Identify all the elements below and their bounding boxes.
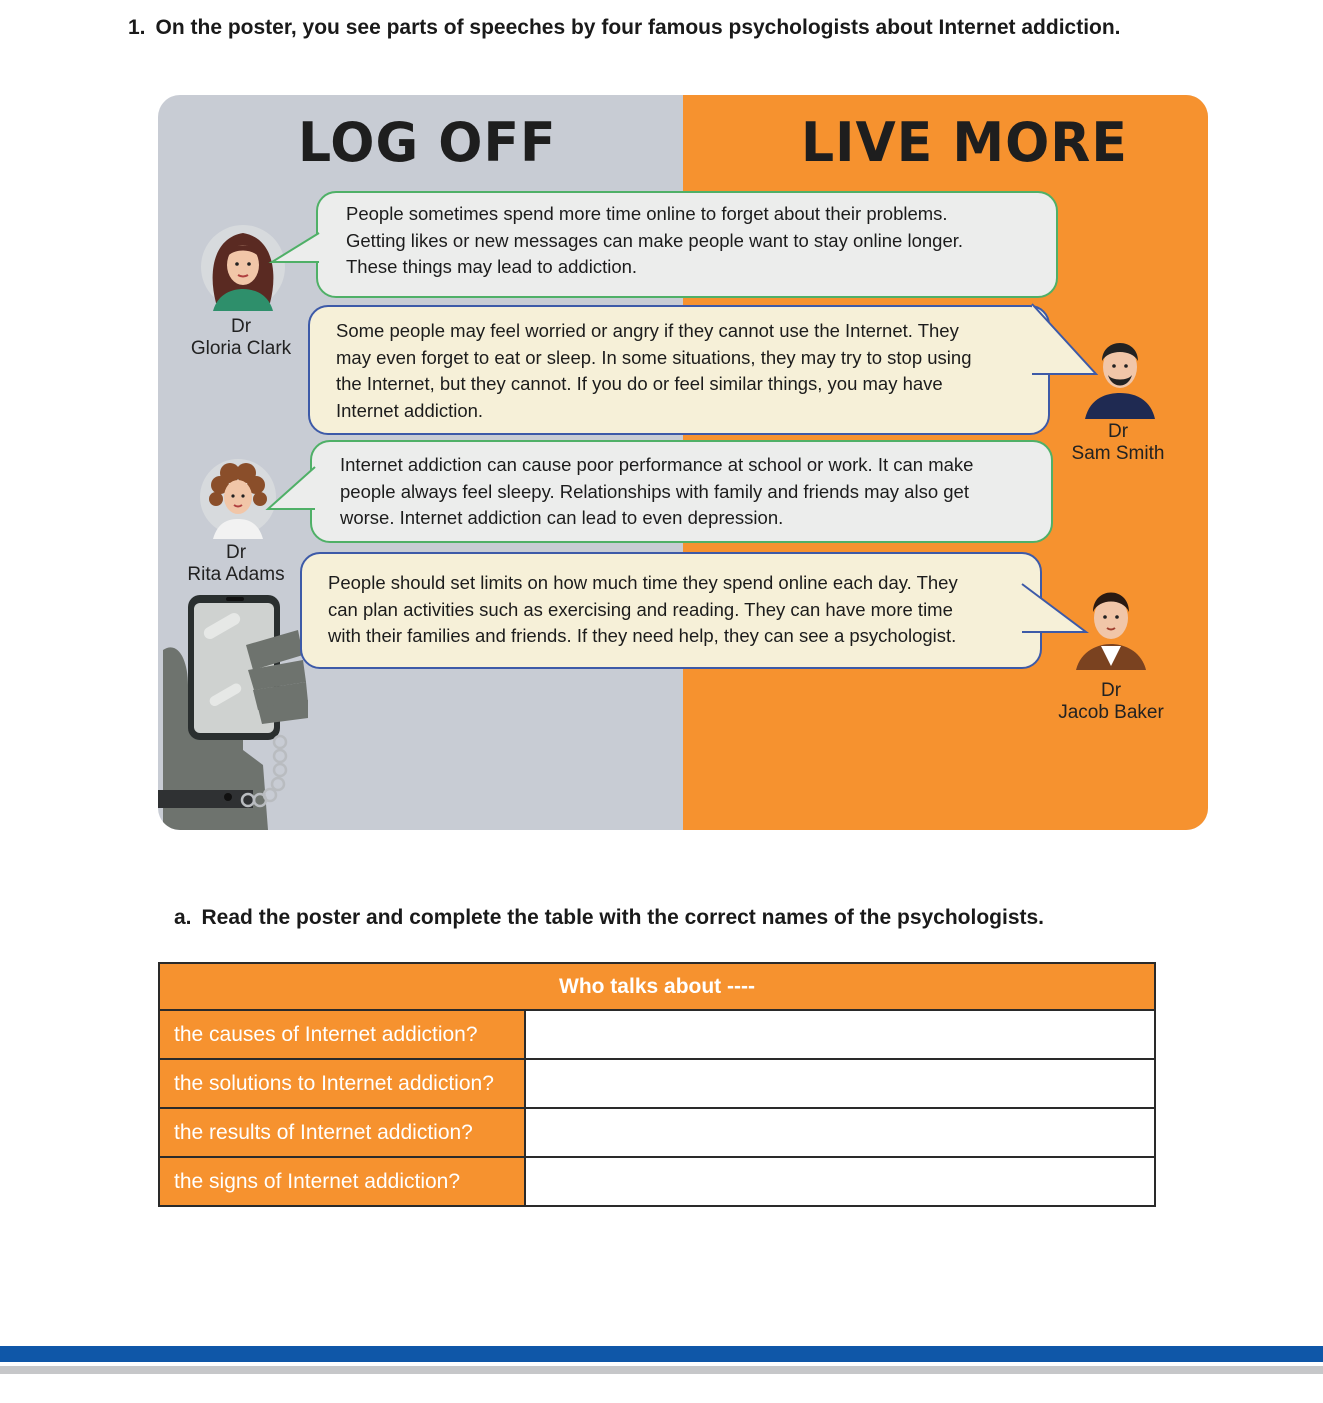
table-question-cell: the solutions to Internet addiction?	[159, 1059, 525, 1108]
sam-smith-label	[1058, 421, 1178, 465]
table-row	[159, 1010, 1155, 1059]
table-answer-cell[interactable]	[525, 1059, 1155, 1108]
gloria-clark-title: Dr	[230, 316, 252, 337]
speech-bubble-jacob-baker	[300, 552, 1042, 669]
table-row	[159, 1059, 1155, 1108]
table-question-cell: the results of Internet addiction?	[159, 1108, 525, 1157]
phone-in-hand-icon	[158, 590, 318, 830]
table-row	[159, 1157, 1155, 1206]
task-letter: a.	[174, 906, 192, 929]
table-header: Who talks about ----	[159, 963, 1155, 1010]
task-instruction	[174, 906, 1044, 930]
poster-title-log-off: LOG OFF	[298, 111, 557, 175]
footer-blue-band	[0, 1346, 1323, 1362]
table-answer-cell[interactable]	[525, 1157, 1155, 1206]
table-question-cell: the causes of Internet addiction?	[159, 1010, 525, 1059]
sam-smith-title: Dr	[1107, 421, 1129, 442]
speech-bubble-sam-smith	[308, 305, 1050, 435]
table-question-cell: the signs of Internet addiction?	[159, 1157, 525, 1206]
table-row	[159, 1108, 1155, 1157]
rita-adams-title: Dr	[225, 542, 247, 563]
question-number: 1.	[128, 16, 146, 39]
rita-adams-label	[176, 542, 296, 586]
table-header-row	[159, 963, 1155, 1010]
question-heading	[128, 16, 1121, 40]
speech-line: Getting likes or new messages can make people want to stay online longer.	[346, 229, 964, 251]
bubble-tail-sam	[1030, 300, 1100, 380]
speech-line: These things may lead to addiction.	[346, 256, 638, 277]
gloria-clark-name: Gloria Clark	[190, 338, 292, 359]
gloria-clark-label	[178, 316, 304, 360]
footer-grey-band	[0, 1366, 1323, 1374]
table-answer-cell[interactable]	[525, 1108, 1155, 1157]
speech-line: People sometimes spend more time online to forget about their problems.	[346, 203, 948, 224]
speech-bubble-gloria-clark	[316, 191, 1058, 298]
bubble-tail-rita	[266, 463, 316, 513]
sam-smith-name: Sam Smith	[1071, 443, 1165, 464]
jacob-baker-title: Dr	[1100, 680, 1122, 701]
speech-line: worse. Internet addiction can lead to even depression.	[340, 507, 784, 528]
bubble-tail-gloria	[270, 230, 320, 270]
poster	[158, 95, 1208, 830]
rita-adams-name: Rita Adams	[187, 564, 285, 585]
speech-line: can plan activities such as exercising and reading. They can have more time	[328, 598, 953, 620]
speech-line: people always feel sleepy. Relationships with family and friends may also get	[340, 480, 969, 502]
speech-line: the Internet, but they cannot. If you do or feel similar things, you may have	[336, 373, 943, 394]
bubble-tail-jacob	[1020, 580, 1090, 640]
table-answer-cell[interactable]	[525, 1010, 1155, 1059]
task-text: Read the poster and complete the table with the correct names of the psychologists.	[201, 906, 1045, 929]
speech-line: Internet addiction can cause poor performance at school or work. It can make	[340, 454, 974, 475]
speech-line: Some people may feel worried or angry if they cannot use the Internet. They	[336, 320, 959, 341]
speech-line: Internet addiction.	[336, 399, 484, 421]
jacob-baker-label	[1051, 680, 1171, 724]
poster-title-live-more: LIVE MORE	[801, 111, 1128, 175]
answer-table	[158, 962, 1156, 1207]
speech-line: with their families and friends. If they need help, they can see a psychologist.	[328, 625, 957, 646]
jacob-baker-name: Jacob Baker	[1058, 702, 1164, 723]
question-text: On the poster, you see parts of speeches by four famous psychologists about Internet addiction.	[155, 16, 1121, 39]
speech-line: People should set limits on how much time they spend online each day. They	[328, 572, 958, 593]
speech-bubble-rita-adams	[310, 440, 1053, 543]
speech-line: may even forget to eat or sleep. In some situations, they may try to stop using	[336, 346, 972, 368]
